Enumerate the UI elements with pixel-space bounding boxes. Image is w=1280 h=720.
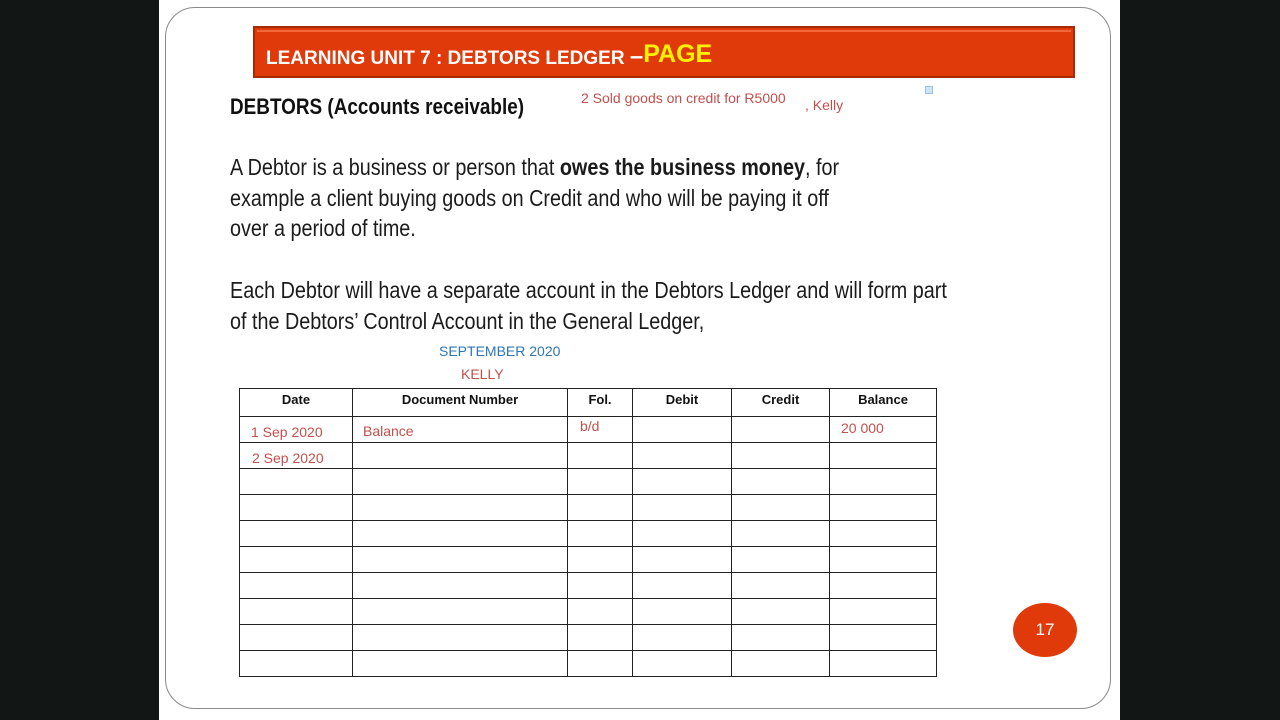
title-bar xyxy=(253,26,1075,78)
empty-cell xyxy=(830,521,937,547)
month-label: SEPTEMBER 2020 xyxy=(439,343,561,359)
empty-cell xyxy=(633,573,732,599)
empty-cell xyxy=(732,547,830,573)
table-row xyxy=(240,573,937,599)
empty-cell xyxy=(633,625,732,651)
empty-cell xyxy=(353,521,568,547)
definition-bold-text: owes the business money xyxy=(559,154,805,180)
annotation-transaction: 2 Sold goods on credit for R5000 xyxy=(581,90,786,106)
definition-line-1: A Debtor is a business or person that owes the business money, for xyxy=(230,154,840,180)
header-date: Date xyxy=(240,389,353,417)
header-folio: Fol. xyxy=(568,389,633,417)
explanation-line-2: of the Debtors’ Control Account in the General Ledger, xyxy=(230,307,705,334)
row1-document: Balance xyxy=(363,422,414,439)
empty-cell xyxy=(732,469,830,495)
empty-cell xyxy=(830,651,937,677)
table-row xyxy=(240,625,937,651)
page-number-badge: 17 xyxy=(1013,603,1077,657)
empty-cell xyxy=(830,573,937,599)
explanation-line-1: Each Debtor will have a separate account in the Debtors Ledger and will form part xyxy=(230,277,947,303)
header-document-number: Document Number xyxy=(353,389,568,417)
empty-cell xyxy=(240,495,353,521)
empty-cell xyxy=(568,625,633,651)
header-credit: Credit xyxy=(732,389,830,417)
empty-cell xyxy=(568,573,633,599)
table-row xyxy=(240,495,937,521)
empty-cell xyxy=(732,599,830,625)
empty-cell xyxy=(353,573,568,599)
row1-date: 1 Sep 2020 xyxy=(251,423,323,440)
slide-title-highlight: PAGE xyxy=(643,40,713,68)
slide-title-main: LEARNING UNIT 7 : DEBTORS LEDGER xyxy=(266,48,630,69)
empty-cell xyxy=(568,547,633,573)
empty-cell xyxy=(732,625,830,651)
empty-cell xyxy=(353,547,568,573)
empty-cell xyxy=(353,495,568,521)
empty-cell xyxy=(240,625,353,651)
annotation-name: , Kelly xyxy=(805,97,844,113)
table-row xyxy=(240,651,937,677)
empty-cell xyxy=(568,651,633,677)
empty-cell xyxy=(240,573,353,599)
empty-cell xyxy=(568,521,633,547)
empty-cell xyxy=(830,495,937,521)
empty-cell xyxy=(240,547,353,573)
table-row xyxy=(240,521,937,547)
table-row xyxy=(240,599,937,625)
empty-cell xyxy=(830,625,937,651)
empty-cell xyxy=(240,651,353,677)
empty-cell xyxy=(830,469,937,495)
empty-cell xyxy=(568,495,633,521)
empty-cell xyxy=(732,573,830,599)
table-row xyxy=(240,469,937,495)
empty-cell xyxy=(240,469,353,495)
empty-cell xyxy=(830,547,937,573)
header-debit: Debit xyxy=(633,389,732,417)
empty-cell xyxy=(568,599,633,625)
row1-balance: 20 000 xyxy=(841,419,884,436)
ledger-header-row xyxy=(240,389,937,417)
ledger-table xyxy=(239,388,937,677)
empty-cell xyxy=(353,599,568,625)
row2-date: 2 Sep 2020 xyxy=(252,449,324,466)
empty-cell xyxy=(353,651,568,677)
empty-cell xyxy=(633,651,732,677)
empty-cell xyxy=(633,495,732,521)
table-row xyxy=(240,547,937,573)
empty-cell xyxy=(830,599,937,625)
selection-handle-icon xyxy=(925,86,933,94)
section-heading: DEBTORS (Accounts receivable) xyxy=(230,94,525,119)
definition-line-2: example a client buying goods on Credit and who will be paying it off xyxy=(230,184,829,211)
empty-cell xyxy=(633,469,732,495)
empty-cell xyxy=(732,495,830,521)
empty-cell xyxy=(732,651,830,677)
empty-cell xyxy=(353,625,568,651)
header-balance: Balance xyxy=(830,389,937,417)
empty-cell xyxy=(240,521,353,547)
empty-cell xyxy=(732,521,830,547)
slide-title-dash: – xyxy=(629,43,644,70)
empty-cell xyxy=(353,469,568,495)
account-name: KELLY xyxy=(461,366,504,382)
empty-cell xyxy=(568,469,633,495)
empty-cell xyxy=(240,599,353,625)
empty-cell xyxy=(633,521,732,547)
empty-cell xyxy=(633,599,732,625)
ledger-explanation-paragraph xyxy=(230,275,947,336)
table-row xyxy=(240,443,937,469)
empty-cell xyxy=(633,547,732,573)
definition-paragraph xyxy=(230,152,839,244)
slide-title xyxy=(266,42,712,71)
definition-line-3: over a period of time. xyxy=(230,215,416,241)
row1-folio: b/d xyxy=(580,417,600,434)
table-row xyxy=(240,417,937,443)
